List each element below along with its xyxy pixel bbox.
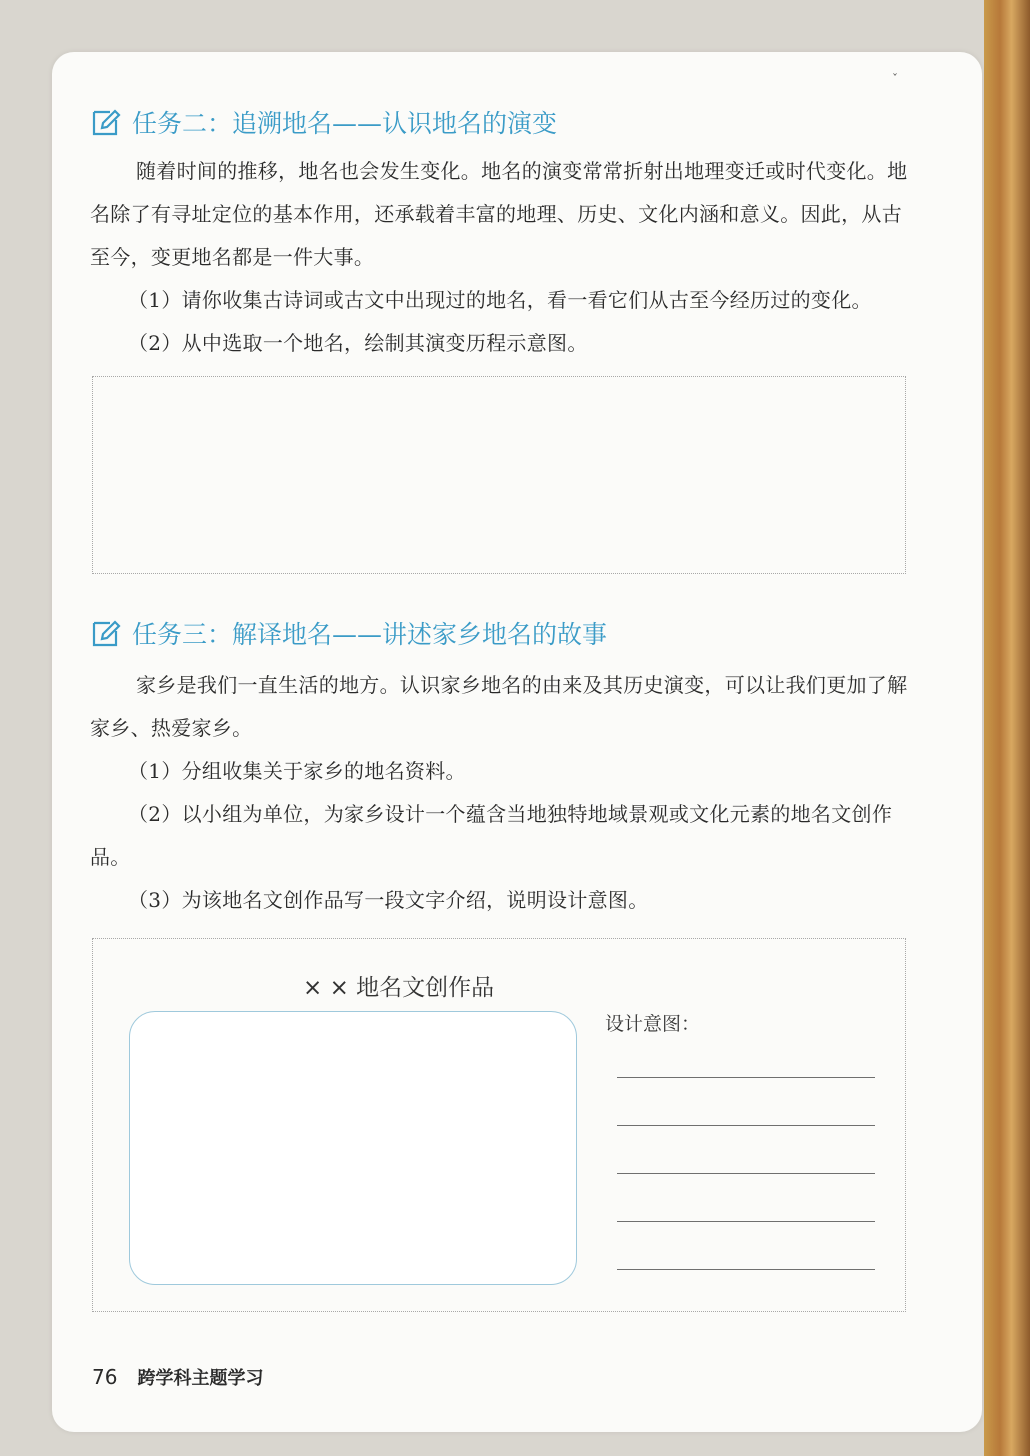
- task3-item-1: （1）分组收集关于家乡的地名资料。: [128, 759, 466, 783]
- task3-body: [90, 664, 910, 922]
- textbook-page: [52, 52, 982, 1432]
- task3-item-2: （2）以小组为单位，为家乡设计一个蕴含当地独特地域景观或文化元素的地名文创作品。: [90, 802, 893, 869]
- task2-title: 任务二：追溯地名——认识地名的演变: [132, 109, 558, 138]
- task3-title: 任务三：解译地名——讲述家乡地名的故事: [132, 620, 608, 649]
- writing-line[interactable]: [617, 1221, 875, 1222]
- design-intent-label: 设计意图：: [605, 1013, 701, 1035]
- task2-body: [90, 150, 910, 365]
- writing-line[interactable]: [617, 1173, 875, 1174]
- edit-note-icon: [90, 617, 122, 649]
- edit-note-icon: [90, 106, 122, 138]
- task2-intro: 随着时间的推移，地名也会发生变化。地名的演变常常折射出地理变迁或时代变化。地名除了有寻址定位的基本作用，还承载着丰富的地理、历史、文化内涵和意义。因此，从古至今，变更地名都是一件大事。: [90, 159, 908, 269]
- work-title: × × 地名文创作品: [303, 975, 495, 1001]
- task3-heading: [90, 615, 607, 651]
- page-footer: [92, 1364, 263, 1390]
- work-drawing-frame[interactable]: [129, 1011, 577, 1285]
- task2-item-1: （1）请你收集古诗词或古文中出现过的地名，看一看它们从古至今经历过的变化。: [128, 288, 872, 312]
- writing-line[interactable]: [617, 1269, 875, 1270]
- task3-work-area: [92, 938, 906, 1312]
- corner-mark: ˇ: [892, 72, 898, 86]
- task3-intro: 家乡是我们一直生活的地方。认识家乡地名的由来及其历史演变，可以让我们更加了解家乡、热爱家乡。: [90, 673, 908, 740]
- book-title: 跨学科主题学习: [137, 1368, 264, 1389]
- page-number: 76: [92, 1365, 118, 1389]
- writing-line[interactable]: [617, 1077, 875, 1078]
- task3-item-3: （3）为该地名文创作品写一段文字介绍，说明设计意图。: [128, 888, 649, 912]
- task2-drawing-area[interactable]: [92, 376, 906, 574]
- task2-heading: [90, 104, 557, 140]
- writing-line[interactable]: [617, 1125, 875, 1126]
- book-spine-edge: [984, 0, 1030, 1456]
- task2-item-2: （2）从中选取一个地名，绘制其演变历程示意图。: [128, 331, 588, 355]
